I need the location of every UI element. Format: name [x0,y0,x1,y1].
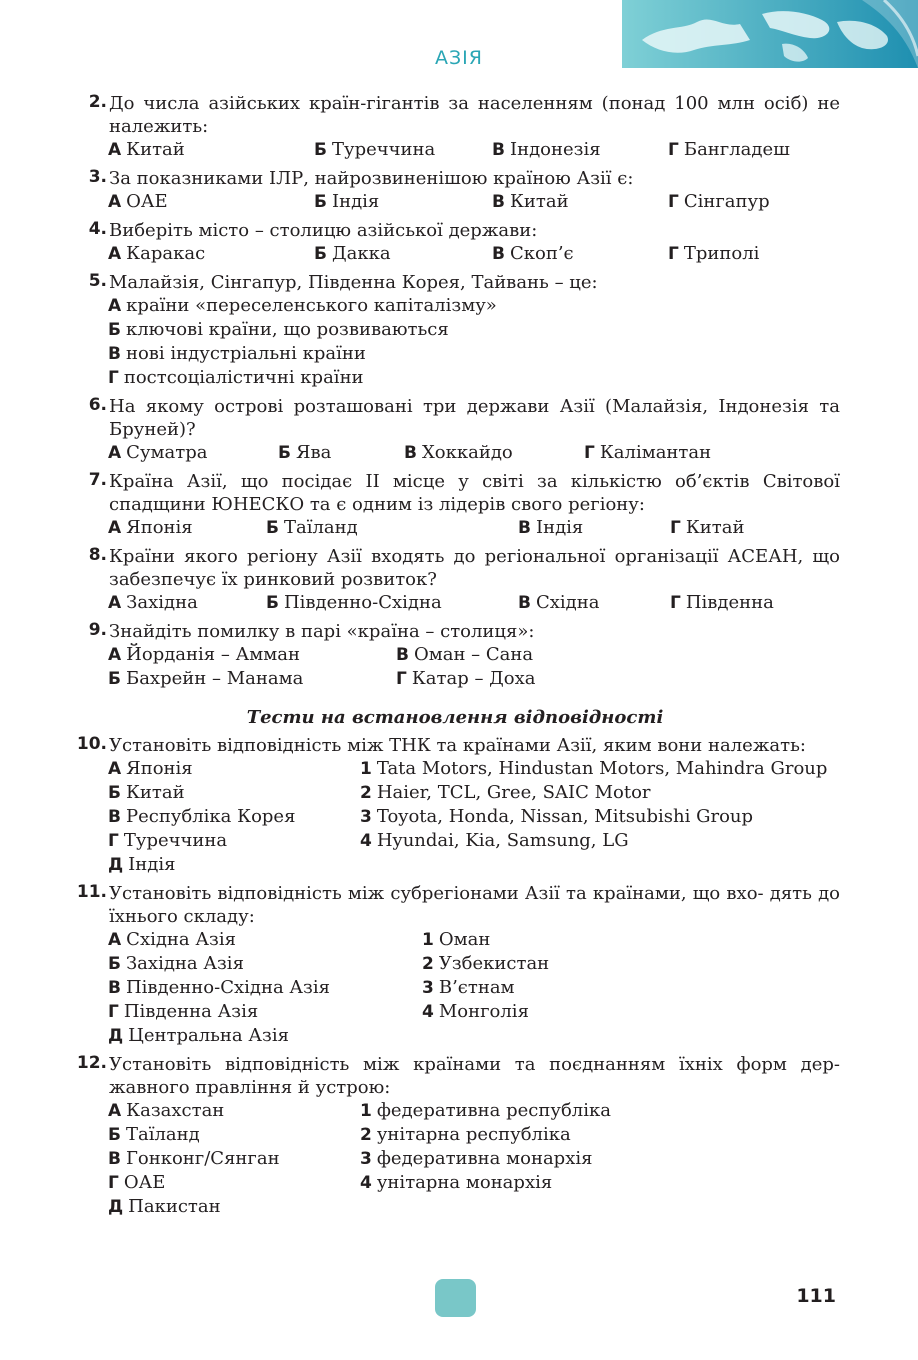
right-option-4[interactable]: 4 Hyundai, Kia, Samsung, LG [360,830,629,851]
left-option-b[interactable]: Б Китай [108,782,185,803]
question-text: Країна Азії, що посідає ІІ місце у світі за кількістю об’єктів Світової спадщини ЮНЕСКО та є одним із лідерів свого регіону: [109,471,840,515]
right-option-1[interactable]: 1 федеративна республіка [360,1100,611,1121]
question-4 [70,219,840,266]
test-content [70,92,840,1224]
option-g[interactable]: Г Китай [670,517,745,538]
matching-options [108,928,840,1048]
question-number: 7. [88,470,107,490]
question-10 [70,734,840,877]
option-b[interactable]: Б Туреччина [314,139,436,160]
option-g[interactable]: Г Калімантан [584,442,712,463]
option-a[interactable]: А Японія [108,517,193,538]
right-option-3[interactable]: 3 В’єтнам [422,977,515,998]
option-b[interactable]: Б Дакка [314,243,391,264]
question-3 [70,167,840,214]
option-v[interactable]: В нові індустріальні країни [108,343,366,364]
left-option-d[interactable]: Д Індія [108,854,176,875]
option-v[interactable]: В Оман – Сана [396,644,534,665]
left-option-a[interactable]: А Казахстан [108,1100,225,1121]
option-a[interactable]: А Суматра [108,442,208,463]
right-option-2[interactable]: 2 Узбекистан [422,953,550,974]
question-11 [70,882,840,1048]
question-number: 6. [88,395,107,415]
left-option-v[interactable]: В Республіка Корея [108,806,296,827]
option-a[interactable]: А Західна [108,592,198,613]
right-option-4[interactable]: 4 Монголія [422,1001,529,1022]
question-number: 11. [76,882,107,902]
question-12 [70,1053,840,1219]
option-g[interactable]: Г Південна [670,592,774,613]
question-number: 8. [88,545,107,565]
question-number: 3. [88,167,107,187]
option-v[interactable]: В Індонезія [492,139,601,160]
left-option-d[interactable]: Д Центральна Азія [108,1025,289,1046]
right-option-1[interactable]: 1 Tata Motors, Hindustan Motors, Mahindra Group [360,758,828,779]
left-option-a[interactable]: А Японія [108,758,193,779]
right-option-2[interactable]: 2 Haier, TCL, Gree, SAIC Motor [360,782,651,803]
option-a[interactable]: А Китай [108,139,185,160]
question-8 [70,545,840,615]
option-v[interactable]: В Хоккайдо [404,442,513,463]
left-option-b[interactable]: Б Таїланд [108,1124,200,1145]
left-option-g[interactable]: Г Південна Азія [108,1001,259,1022]
question-text: Країни якого регіону Азії входять до регіональної організації АСЕАН, що забезпечує їх ринковий розвиток? [109,546,840,590]
question-number: 2. [88,92,107,112]
option-g[interactable]: Г Триполі [668,243,760,264]
left-option-v[interactable]: В Гонконг/Сянган [108,1148,280,1169]
question-text: Установіть відповідність між ТНК та країнами Азії, яким вони належать: [109,735,806,756]
answer-options [108,242,840,266]
question-6 [70,395,840,465]
section-title: Тести на встановлення відповідності [246,707,664,728]
option-a[interactable]: А Йорданія – Амман [108,644,300,665]
left-option-v[interactable]: В Південно-Східна Азія [108,977,330,998]
question-text: Установіть відповідність між субрегіонами Азії та країнами, що вхо- дять до їхнього складу: [109,883,840,927]
left-option-g[interactable]: Г Туреччина [108,830,228,851]
question-7 [70,470,840,540]
right-option-4[interactable]: 4 унітарна монархія [360,1172,553,1193]
question-9 [70,620,840,691]
option-b[interactable]: Б Таїланд [266,517,358,538]
left-option-b[interactable]: Б Західна Азія [108,953,244,974]
answer-options [108,643,840,691]
question-text: Знайдіть помилку в парі «країна – столиця»: [109,621,535,642]
section-header: АЗІЯ [435,47,483,69]
question-text: Малайзія, Сінгапур, Південна Корея, Тайвань – це: [109,272,598,293]
left-option-d[interactable]: Д Пакистан [108,1196,221,1217]
option-g[interactable]: Г постсоціалістичні країни [108,367,364,388]
matching-options [108,1099,840,1219]
option-b[interactable]: Б Бахрейн – Манама [108,668,304,689]
option-a[interactable]: А Каракас [108,243,206,264]
question-number: 10. [76,734,107,754]
option-b[interactable]: Б Південно-Східна [266,592,442,613]
answer-options [108,441,840,465]
option-b[interactable]: Б Ява [278,442,332,463]
left-option-g[interactable]: Г ОАЕ [108,1172,166,1193]
matching-options [108,757,840,877]
question-2 [70,92,840,162]
left-option-a[interactable]: А Східна Азія [108,929,236,950]
option-a[interactable]: А країни «переселенського капіталізму» [108,295,497,316]
option-v[interactable]: В Китай [492,191,569,212]
question-text: На якому острові розташовані три держави Азії (Малайзія, Індонезія та Бруней)? [109,396,840,440]
page-number: 111 [796,1285,836,1307]
answer-options [108,591,840,615]
question-5 [70,271,840,390]
question-number: 12. [76,1053,107,1073]
question-text: За показниками ІЛР, найрозвиненішою країною Азії є: [109,168,634,189]
question-number: 5. [88,271,107,291]
option-v[interactable]: В Східна [518,592,600,613]
option-v[interactable]: В Скоп’є [492,243,574,264]
answer-options [108,516,840,540]
question-text: Установіть відповідність між країнами та поєднанням їхніх форм дер- жавного правління й устрою: [109,1054,840,1098]
option-g[interactable]: Г Бангладеш [668,139,790,160]
option-b[interactable]: Б ключові країни, що розвиваються [108,319,449,340]
question-number: 4. [88,219,107,239]
question-text: Виберіть місто – столицю азійської держави: [109,220,538,241]
option-a[interactable]: А ОАЕ [108,191,168,212]
answer-options [108,294,840,390]
answer-options [108,138,840,162]
question-number: 9. [88,620,107,640]
option-g[interactable]: Г Катар – Доха [396,668,536,689]
page-marker [435,1279,476,1317]
option-v[interactable]: В Індія [518,517,584,538]
right-option-2[interactable]: 2 унітарна республіка [360,1124,571,1145]
right-option-3[interactable]: 3 федеративна монархія [360,1148,593,1169]
option-b[interactable]: Б Індія [314,191,380,212]
right-option-1[interactable]: 1 Оман [422,929,491,950]
right-option-3[interactable]: 3 Toyota, Honda, Nissan, Mitsubishi Group [360,806,754,827]
option-g[interactable]: Г Сінгапур [668,191,770,212]
answer-options [108,190,840,214]
question-text: До числа азійських країн-гігантів за населенням (понад 100 млн осіб) не належить: [109,93,840,137]
